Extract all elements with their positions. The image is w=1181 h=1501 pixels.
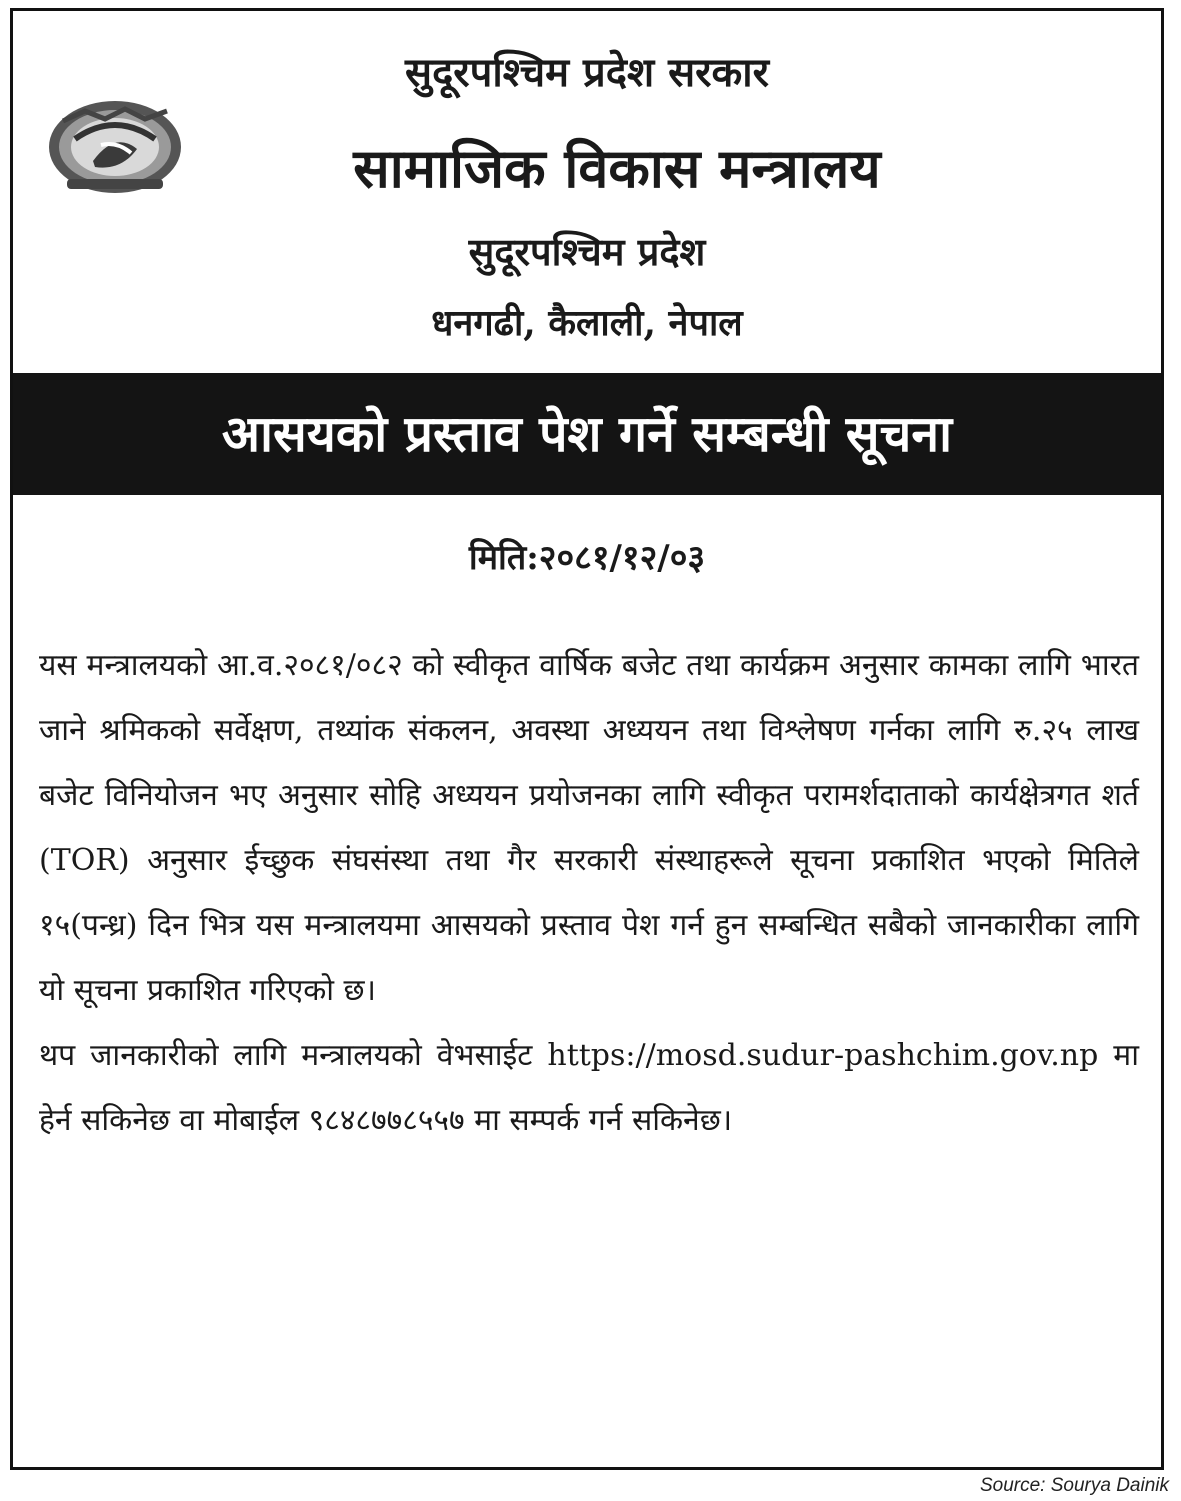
notice-header bbox=[13, 11, 1161, 373]
ministry-name: सामाजिक विकास मन्त्रालय bbox=[353, 136, 881, 200]
notice-frame bbox=[10, 8, 1164, 1470]
government-name: सुदूरपश्चिम प्रदेश सरकार bbox=[405, 49, 769, 96]
notice-date: मिति:२०८१/१२/०३ bbox=[468, 538, 706, 578]
notice-paragraph: यस मन्त्रालयको आ.व.२०८१/०८२ को स्वीकृत वार्षिक बजेट तथा कार्यक्रम अनुसार कामका लागि भारत जाने श्रमिकको सर्वेक्षण, तथ्यांक संकलन, अवस्था अध्ययन तथा विश्लेषण गर्नका लागि रु.२५ लाख बजेट विनियोजन भए अनुसार सोहि अध्ययन प्रयोजनका लागि स्वीकृत परामर्शदाताको कार्यक्षेत्रगत शर्त (TOR) अनुसार ईच्छुक संघसंस्था तथा गैर सरकारी संस्थाहरूले सूचना प्रकाशित भएको मितिले १५(पन्ध्र) दिन भित्र यस मन्त्रालयमा आसयको प्रस्ताव पेश गर्न हुन सम्बन्धित सबैको जानकारीका लागि यो सूचना प्रकाशित गरिएको छ। bbox=[39, 648, 1139, 1008]
notice-body bbox=[39, 633, 1139, 1153]
office-address: धनगढी, कैलाली, नेपाल bbox=[431, 302, 743, 344]
notice-title: आसयको प्रस्ताव पेश गर्ने सम्बन्धी सूचना bbox=[13, 373, 1161, 495]
source-credit: Source: Sourya Dainik bbox=[979, 1475, 1169, 1496]
contact-paragraph: थप जानकारीको लागि मन्त्रालयको वेभसाईट https://mosd.sudur-pashchim.gov.np मा हेर्न सकिनेछ वा मोबाईल ९८४८७७८५५७ मा सम्पर्क गर्न सकिनेछ। bbox=[39, 1038, 1139, 1138]
province-name: सुदूरपश्चिम प्रदेश bbox=[468, 229, 706, 274]
